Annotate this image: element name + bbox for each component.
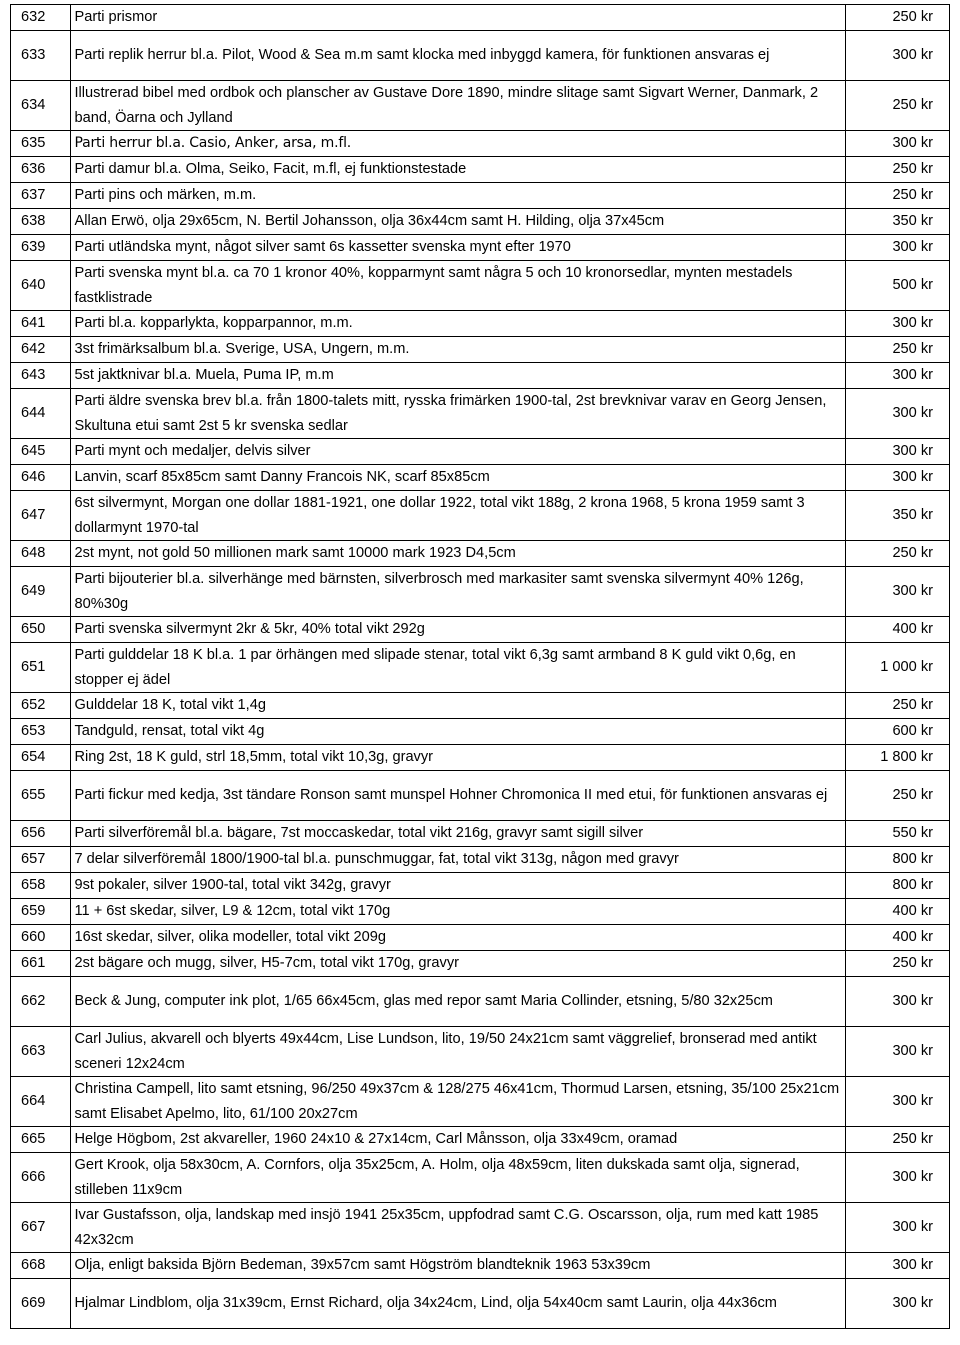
lot-description: 2st bägare och mugg, silver, H5-7cm, total vikt 170g, gravyr	[70, 951, 846, 977]
lot-row	[11, 693, 950, 719]
lot-row	[11, 1203, 950, 1253]
lot-row	[11, 567, 950, 617]
lot-price: 300 kr	[846, 439, 950, 465]
lot-description: Parti pins och märken, m.m.	[70, 183, 846, 209]
lot-row	[11, 131, 950, 157]
lot-description: Parti replik herrur bl.a. Pilot, Wood & Sea m.m samt klocka med inbyggd kamera, för funktionen ansvaras ej	[70, 31, 846, 81]
lot-price: 250 kr	[846, 771, 950, 821]
lot-row	[11, 81, 950, 131]
lot-row	[11, 745, 950, 771]
lot-number: 645	[11, 439, 71, 465]
lot-row	[11, 771, 950, 821]
lot-description: Parti fickur med kedja, 3st tändare Ronson samt munspel Hohner Chromonica II med etui, för funktionen ansvaras ej	[70, 771, 846, 821]
lot-description: Ring 2st, 18 K guld, strl 18,5mm, total vikt 10,3g, gravyr	[70, 745, 846, 771]
lot-row	[11, 719, 950, 745]
lot-price: 250 kr	[846, 157, 950, 183]
lot-description: Beck & Jung, computer ink plot, 1/65 66x45cm, glas med repor samt Maria Collinder, etsning, 5/80 32x25cm	[70, 977, 846, 1027]
lot-number: 656	[11, 821, 71, 847]
lot-price: 300 kr	[846, 1027, 950, 1077]
lot-price: 250 kr	[846, 951, 950, 977]
lot-number: 641	[11, 311, 71, 337]
lot-number: 637	[11, 183, 71, 209]
lot-price: 1 800 kr	[846, 745, 950, 771]
lot-price: 300 kr	[846, 31, 950, 81]
lot-row	[11, 1027, 950, 1077]
lot-row	[11, 157, 950, 183]
lot-number: 634	[11, 81, 71, 131]
lot-number: 650	[11, 617, 71, 643]
lot-number: 636	[11, 157, 71, 183]
lot-price: 300 kr	[846, 311, 950, 337]
lot-description: 7 delar silverföremål 1800/1900-tal bl.a. punschmuggar, fat, total vikt 313g, någon med gravyr	[70, 847, 846, 873]
lot-price: 400 kr	[846, 899, 950, 925]
lot-number: 644	[11, 389, 71, 439]
lot-number: 664	[11, 1077, 71, 1127]
lot-number: 667	[11, 1203, 71, 1253]
lot-description: Parti svenska mynt bl.a. ca 70 1 kronor 40%, kopparmynt samt några 5 och 10 kronorsedlar, mynten mestadels fastklistrade	[70, 261, 846, 311]
lot-number: 642	[11, 337, 71, 363]
lot-row	[11, 1127, 950, 1153]
lot-number: 666	[11, 1153, 71, 1203]
lot-row	[11, 541, 950, 567]
lot-price: 300 kr	[846, 1153, 950, 1203]
lot-price: 800 kr	[846, 847, 950, 873]
lot-price: 300 kr	[846, 1077, 950, 1127]
lot-row	[11, 847, 950, 873]
lot-number: 662	[11, 977, 71, 1027]
lot-description: 9st pokaler, silver 1900-tal, total vikt 342g, gravyr	[70, 873, 846, 899]
lot-row	[11, 873, 950, 899]
lot-number: 669	[11, 1279, 71, 1329]
lot-number: 660	[11, 925, 71, 951]
lot-row	[11, 261, 950, 311]
lot-row	[11, 951, 950, 977]
lot-description: 5st jaktknivar bl.a. Muela, Puma IP, m.m	[70, 363, 846, 389]
lot-row	[11, 183, 950, 209]
lot-price: 300 kr	[846, 1253, 950, 1279]
lot-row	[11, 1253, 950, 1279]
auction-lot-table	[10, 4, 950, 1329]
lot-number: 658	[11, 873, 71, 899]
lot-number: 639	[11, 235, 71, 261]
lot-description: 6st silvermynt, Morgan one dollar 1881-1921, one dollar 1922, total vikt 188g, 2 krona 1968, 5 krona 1959 samt 3 dollarmynt 1970-tal	[70, 491, 846, 541]
lot-row	[11, 31, 950, 81]
lot-number: 649	[11, 567, 71, 617]
lot-price: 300 kr	[846, 567, 950, 617]
lot-description: Gulddelar 18 K, total vikt 1,4g	[70, 693, 846, 719]
lot-number: 646	[11, 465, 71, 491]
lot-description: Parti bl.a. kopparlykta, kopparpannor, m.m.	[70, 311, 846, 337]
lot-row	[11, 899, 950, 925]
lot-price: 500 kr	[846, 261, 950, 311]
lot-row	[11, 5, 950, 31]
lot-price: 250 kr	[846, 693, 950, 719]
lot-price: 550 kr	[846, 821, 950, 847]
lot-price: 300 kr	[846, 1203, 950, 1253]
lot-row	[11, 491, 950, 541]
lot-number: 657	[11, 847, 71, 873]
lot-description: Parti damur bl.a. Olma, Seiko, Facit, m.fl, ej funktionstestade	[70, 157, 846, 183]
lot-row	[11, 235, 950, 261]
lot-number: 632	[11, 5, 71, 31]
lot-description: 2st mynt, not gold 50 millionen mark samt 10000 mark 1923 D4,5cm	[70, 541, 846, 567]
lot-description: Parti herrur bl.a. Casio, Anker, arsa, m.fl.	[70, 131, 846, 157]
lot-description: Carl Julius, akvarell och blyerts 49x44cm, Lise Lundson, lito, 19/50 24x21cm samt väggrelief, bronserad med antikt sceneri 12x24cm	[70, 1027, 846, 1077]
lot-description: Parti svenska silvermynt 2kr & 5kr, 40% total vikt 292g	[70, 617, 846, 643]
lot-number: 659	[11, 899, 71, 925]
lot-description: Parti mynt och medaljer, delvis silver	[70, 439, 846, 465]
lot-description: 16st skedar, silver, olika modeller, total vikt 209g	[70, 925, 846, 951]
lot-number: 635	[11, 131, 71, 157]
lot-description: Christina Campell, lito samt etsning, 96/250 49x37cm & 128/275 46x41cm, Thormud Larsen, etsning, 35/100 25x21cm samt Elisabet Apelmo, lito, 61/100 20x27cm	[70, 1077, 846, 1127]
lot-description: Lanvin, scarf 85x85cm samt Danny Francois NK, scarf 85x85cm	[70, 465, 846, 491]
lot-row	[11, 925, 950, 951]
lot-price: 300 kr	[846, 235, 950, 261]
lot-description: Parti gulddelar 18 K bl.a. 1 par örhängen med slipade stenar, total vikt 6,3g samt armband 8 K guld vikt 0,6g, en stopper ej ädel	[70, 643, 846, 693]
lot-price: 400 kr	[846, 925, 950, 951]
lot-price: 250 kr	[846, 81, 950, 131]
lot-description: Helge Högbom, 2st akvareller, 1960 24x10 & 27x14cm, Carl Månsson, olja 33x49cm, oramad	[70, 1127, 846, 1153]
lot-row	[11, 465, 950, 491]
lot-price: 800 kr	[846, 873, 950, 899]
lot-price: 300 kr	[846, 465, 950, 491]
lot-number: 668	[11, 1253, 71, 1279]
lot-row	[11, 643, 950, 693]
lot-description: Illustrerad bibel med ordbok och planscher av Gustave Dore 1890, mindre slitage samt Sigvart Werner, Danmark, 2 band, Öarna och Jylland	[70, 81, 846, 131]
lot-description: Parti bijouterier bl.a. silverhänge med bärnsten, silverbrosch med markasiter samt svenska silvermynt 40% 126g, 80%30g	[70, 567, 846, 617]
lot-description: Tandguld, rensat, total vikt 4g	[70, 719, 846, 745]
lot-description: Olja, enligt baksida Björn Bedeman, 39x57cm samt Högström blandteknik 1963 53x39cm	[70, 1253, 846, 1279]
lot-row	[11, 617, 950, 643]
lot-number: 643	[11, 363, 71, 389]
lot-row	[11, 363, 950, 389]
lot-row	[11, 439, 950, 465]
lot-number: 655	[11, 771, 71, 821]
lot-number: 648	[11, 541, 71, 567]
lot-number: 653	[11, 719, 71, 745]
lot-number: 638	[11, 209, 71, 235]
lot-description: Parti silverföremål bl.a. bägare, 7st moccaskedar, total vikt 216g, gravyr samt sigill silver	[70, 821, 846, 847]
lot-description: Parti utländska mynt, något silver samt 6s kassetter svenska mynt efter 1970	[70, 235, 846, 261]
lot-row	[11, 1279, 950, 1329]
lot-price: 300 kr	[846, 977, 950, 1027]
lot-price: 300 kr	[846, 363, 950, 389]
lot-row	[11, 389, 950, 439]
lot-description: 3st frimärksalbum bl.a. Sverige, USA, Ungern, m.m.	[70, 337, 846, 363]
lot-price: 250 kr	[846, 5, 950, 31]
lot-price: 250 kr	[846, 183, 950, 209]
lot-number: 663	[11, 1027, 71, 1077]
lot-description: Hjalmar Lindblom, olja 31x39cm, Ernst Richard, olja 34x24cm, Lind, olja 54x40cm samt Laurin, olja 44x36cm	[70, 1279, 846, 1329]
lot-number: 651	[11, 643, 71, 693]
lot-description: Ivar Gustafsson, olja, landskap med insjö 1941 25x35cm, uppfodrad samt C.G. Oscarsson, olja, rum med katt 1985 42x32cm	[70, 1203, 846, 1253]
lot-number: 654	[11, 745, 71, 771]
lot-price: 250 kr	[846, 541, 950, 567]
lot-price: 300 kr	[846, 389, 950, 439]
lot-number: 647	[11, 491, 71, 541]
lot-row	[11, 337, 950, 363]
lot-row	[11, 311, 950, 337]
lot-description: 11 + 6st skedar, silver, L9 & 12cm, total vikt 170g	[70, 899, 846, 925]
lot-number: 633	[11, 31, 71, 81]
lot-price: 350 kr	[846, 491, 950, 541]
lot-number: 661	[11, 951, 71, 977]
lot-row	[11, 1153, 950, 1203]
lot-description: Parti prismor	[70, 5, 846, 31]
lot-number: 665	[11, 1127, 71, 1153]
lot-price: 250 kr	[846, 1127, 950, 1153]
lot-price: 250 kr	[846, 337, 950, 363]
lot-row	[11, 821, 950, 847]
lot-description: Gert Krook, olja 58x30cm, A. Cornfors, olja 35x25cm, A. Holm, olja 48x59cm, liten dukskada samt olja, signerad, stilleben 11x9cm	[70, 1153, 846, 1203]
lot-number: 640	[11, 261, 71, 311]
lot-price: 400 kr	[846, 617, 950, 643]
lot-price: 350 kr	[846, 209, 950, 235]
lot-price: 600 kr	[846, 719, 950, 745]
lot-price: 1 000 kr	[846, 643, 950, 693]
lot-number: 652	[11, 693, 71, 719]
lot-description: Allan Erwö, olja 29x65cm, N. Bertil Johansson, olja 36x44cm samt H. Hilding, olja 37x45cm	[70, 209, 846, 235]
lot-price: 300 kr	[846, 1279, 950, 1329]
lot-price: 300 kr	[846, 131, 950, 157]
lot-description: Parti äldre svenska brev bl.a. från 1800-talets mitt, rysska frimärken 1900-tal, 2st brevknivar varav en Georg Jensen, Skultuna etui samt 2st 5 kr svenska sedlar	[70, 389, 846, 439]
lot-row	[11, 1077, 950, 1127]
lot-row	[11, 209, 950, 235]
lot-row	[11, 977, 950, 1027]
